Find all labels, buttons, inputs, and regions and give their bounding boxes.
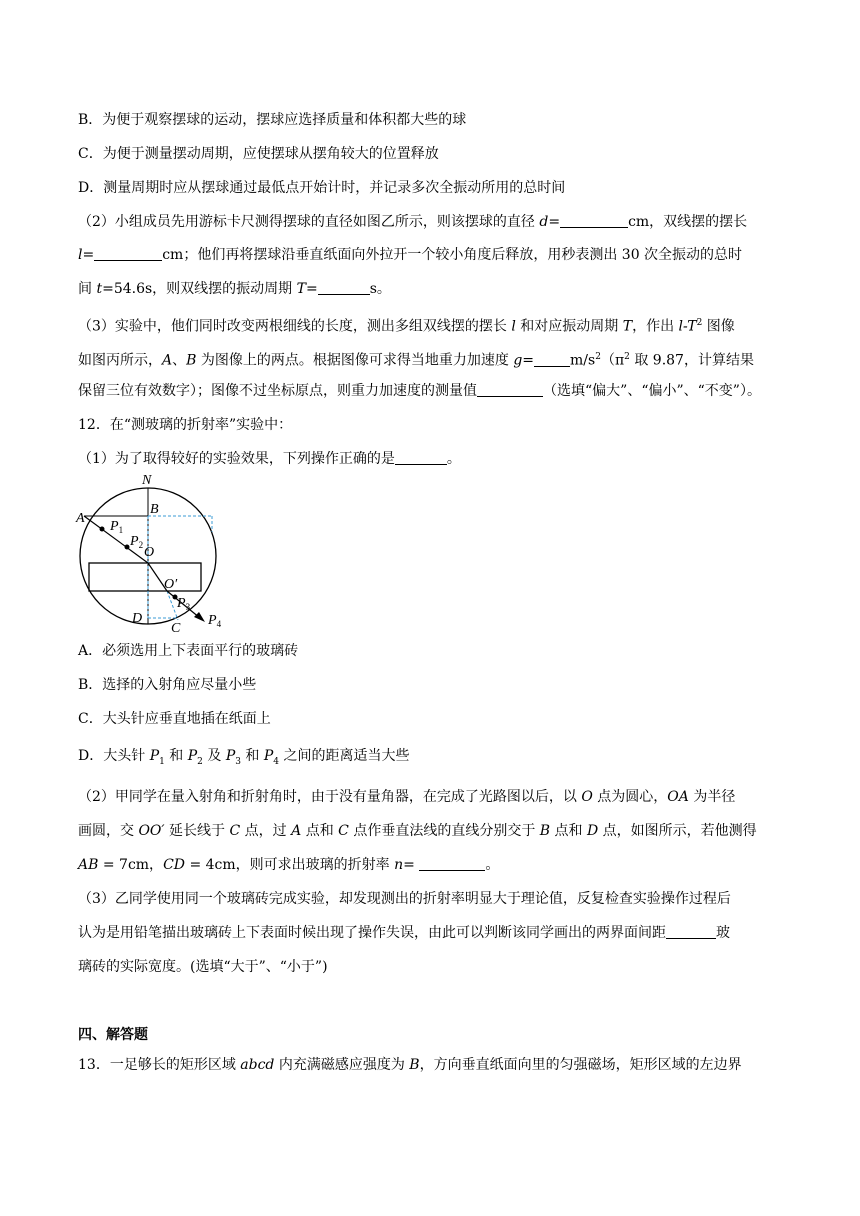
q11-part3-line2: 如图丙所示，A、B 为图像上的两点。根据图像可求得当地重力加速度 $g= m/s^2(\pi^2$ 取 9.87，计算结果 [78,352,754,369]
answer-blank-gravity[interactable] [534,352,570,367]
label-b: B [150,502,159,517]
diagram-glass-block [89,563,201,591]
label-p3: $P_3$ [177,596,191,612]
answer-blank-refractive-index[interactable] [419,856,485,871]
q12-option-a: A．必须选用上下表面平行的玻璃砖 [78,643,299,659]
q12-option-b: B．选择的入射角应尽量小些 [78,677,257,693]
label-a: A [76,511,85,526]
q12-title: 12．在“测玻璃的折射率”实验中： [78,417,293,433]
q12-part3-line2: 认为是用铅笔描出玻璃砖上下表面时候出现了操作失误，由此可以判断该同学画出的两界面间距 玻 [78,925,730,941]
q11-part3-line3: 保留三位有效数字）；图像不过坐标原点，则重力加速度的测量值 （选填“偏大”、“偏小”、“不变”）。 [78,383,761,399]
q11-option-d: D．测量周期时应从摆球通过最低点开始计时，并记录多次全振动所用的总时间 [78,180,566,196]
q12-part3-line1: （3）乙同学使用同一个玻璃砖完成实验，却发现测出的折射率明显大于理论值，反复检查实验操作过程后 [78,891,731,907]
label-o-prime: O′ [164,577,178,592]
answer-blank-length[interactable] [94,246,162,261]
q11-part3-line1: （3）实验中，他们同时改变两根细线的长度，测出多组双线摆的摆长 l 和对应振动周期 T，作出 $l-T^2$ 图像 [78,318,735,335]
answer-blank-diameter[interactable] [560,213,628,228]
q12-part3-line3: 璃砖的实际宽度。(选填“大于”、“小于”) [78,959,328,975]
q11-option-c: C．为便于测量摆动周期，应使摆球从摆角较大的位置释放 [78,146,439,162]
q11-part2-line3: 间 t=54.6s，则双线摆的振动周期 T= s。 [78,281,391,297]
q13-text: 13．一足够长的矩形区域 abcd 内充满磁感应强度为 B，方向垂直纸面向里的匀强磁场，矩形区域的左边界 [78,1057,742,1073]
q11-option-b: B．为便于观察摆球的运动，摆球应选择质量和体积都大些的球 [78,112,467,128]
q12-part2-line2: 画圆，交 OO′ 延长线于 C 点，过 A 点和 C 点作垂直法线的直线分别交于 B 点和 D 点，如图所示，若他测得 [78,823,757,839]
label-p4: $P_4$ [208,613,222,629]
pin-p1 [100,527,105,532]
label-p1: $P_1$ [110,519,124,535]
diagram-arrowhead [194,612,205,622]
q12-part2-line3: AB = 7cm，CD = 4cm，则可求出玻璃的折射率 n= 。 [78,857,500,873]
label-n: N [142,473,152,488]
q12-part2-line1: （2）甲同学在量入射角和折射角时，由于没有量角器，在完成了光路图以后，以 O 点为圆心，OA 为半径 [78,789,736,805]
refraction-diagram [72,470,232,636]
answer-blank-q12-1[interactable] [395,450,447,465]
q12-option-c: C．大头针应垂直地插在纸面上 [78,711,271,727]
q12-part1: （1）为了取得较好的实验效果，下列操作正确的是 。 [78,451,461,467]
answer-blank-period[interactable] [318,280,370,295]
answer-blank-width[interactable] [666,924,716,939]
label-o: O [144,545,155,560]
pin-p2 [125,545,130,550]
q11-part2-line2: l= cm；他们再将摆球沿垂直纸面向外拉开一个较小角度后释放，用秒表测出 30 次全振动的总时 [78,247,743,263]
answer-blank-measured-value[interactable] [477,382,543,397]
q12-option-d: D．大头针 $P_1$ 和 $P_2$ 及 $P_3$ 和 $P_4$ 之间的距离适当大些 [78,748,410,767]
label-p2: $P_2$ [130,534,144,550]
section-heading: 四、解答题 [78,1027,148,1043]
label-c: C [171,621,181,636]
q11-part2-line1: （2）小组成员先用游标卡尺测得摆球的直径如图乙所示，则该摆球的直径 d= cm，双线摆的摆长 [78,214,748,230]
label-d: D [132,611,143,626]
